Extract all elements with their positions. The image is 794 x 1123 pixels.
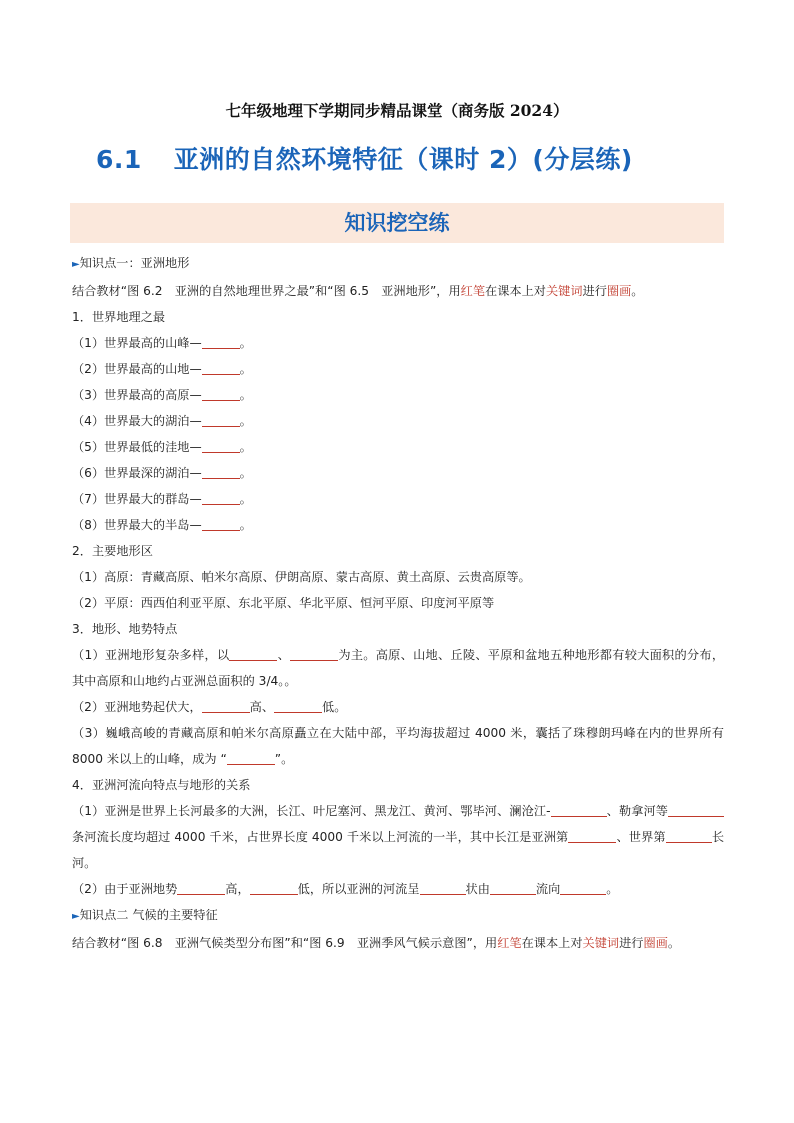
knowledge-point-1 xyxy=(72,250,724,278)
fill-blank[interactable] xyxy=(202,464,240,479)
knowledge-point-2 xyxy=(72,902,724,930)
fill-blank[interactable] xyxy=(668,802,724,817)
fill-blank[interactable] xyxy=(202,438,240,453)
paragraph-text: （2）由于亚洲地势 xyxy=(72,882,178,896)
keyword-highlight: 关键词 xyxy=(545,284,583,298)
knowledge-point-label: 知识点一：亚洲地形 xyxy=(79,256,190,270)
fill-blank[interactable] xyxy=(560,880,606,895)
triangle-marker-icon: ► xyxy=(72,911,80,922)
intro-text: 在课本上对 xyxy=(485,284,546,298)
paragraph xyxy=(72,720,724,772)
item-end: 。 xyxy=(239,362,252,376)
item-end: 。 xyxy=(239,388,252,402)
paragraph-text: 、勒拿河等 xyxy=(606,804,669,818)
fill-blank[interactable] xyxy=(202,360,240,375)
item-text: （5）世界最低的洼地— xyxy=(72,440,202,454)
paragraph-text: 、 xyxy=(277,648,291,662)
paragraph xyxy=(72,876,724,902)
triangle-marker-icon: ► xyxy=(72,259,80,270)
series-title: 七年级地理下学期同步精品课堂（商务版 2024） xyxy=(225,101,569,120)
list-item xyxy=(72,408,724,434)
lesson-title-text: 亚洲的自然环境特征（课时 2）(分层练) xyxy=(173,145,633,174)
knowledge-point-1-intro xyxy=(72,278,724,304)
item-end: 。 xyxy=(239,492,252,506)
intro-text: 结合教材“图 6.2 亚洲的自然地理世界之最”和“图 6.5 亚洲地形”，用 xyxy=(72,284,461,298)
paragraph-text: 高、 xyxy=(249,700,275,714)
section-heading: 4．亚洲河流向特点与地形的关系 xyxy=(72,778,251,792)
worksheet-content xyxy=(72,250,724,956)
knowledge-point-label: 知识点二 气候的主要特征 xyxy=(79,908,218,922)
paragraph-text: ”。 xyxy=(274,752,294,766)
paragraph: （2）平原：西西伯利亚平原、东北平原、华北平原、恒河平原、印度河平原等 xyxy=(72,596,495,610)
item-text: （3）世界最高的高原— xyxy=(72,388,202,402)
intro-text: 。 xyxy=(667,936,681,950)
item-end: 。 xyxy=(239,414,252,428)
intro-text: 进行 xyxy=(582,284,607,298)
paragraph-text: 低，所以亚洲的河流呈 xyxy=(297,882,420,896)
list-item xyxy=(72,330,724,356)
item-text: （6）世界最深的湖泊— xyxy=(72,466,202,480)
intro-text: 结合教材“图 6.8 亚洲气候类型分布图”和“图 6.9 亚洲季风气候示意图”，用 xyxy=(72,936,498,950)
fill-blank[interactable] xyxy=(202,490,240,505)
list-item xyxy=(72,356,724,382)
paragraph-text: （1）亚洲地形复杂多样，以 xyxy=(72,648,230,662)
paragraph-text: 为主。高原、山地、丘陵、平原和盆地五种地形都有较大面积的分布，其中高原和山地约占亚洲总面积的 3/4。。 xyxy=(72,648,725,688)
item-text: （8）世界最大的半岛— xyxy=(72,518,202,532)
intro-text: 进行 xyxy=(619,936,644,950)
paragraph-text: 低。 xyxy=(322,700,347,714)
paragraph: （1）高原：青藏高原、帕米尔高原、伊朗高原、蒙古高原、黄土高原、云贵高原等。 xyxy=(72,570,531,584)
section-heading: 1．世界地理之最 xyxy=(72,310,166,324)
item-text: （1）世界最高的山峰— xyxy=(72,336,202,350)
item-text: （7）世界最大的群岛— xyxy=(72,492,202,506)
paragraph-text: 长河。 xyxy=(72,830,725,870)
intro-text: 在课本上对 xyxy=(521,936,583,950)
fill-blank[interactable] xyxy=(568,828,616,843)
circle-keyword: 圈画 xyxy=(606,284,632,298)
section-heading: 3．地形、地势特点 xyxy=(72,622,178,636)
item-end: 。 xyxy=(239,336,252,350)
paragraph-text: （3）巍峨高峻的青藏高原和帕米尔高原矗立在大陆中部，平均海拔超过 4000 米，囊括了珠穆朗玛峰在内的世界所有 8000 米以上的山峰，成为 “ xyxy=(72,726,724,766)
paragraph xyxy=(72,694,724,720)
fill-blank[interactable] xyxy=(551,802,607,817)
item-end: 。 xyxy=(239,440,252,454)
red-pen-keyword: 红笔 xyxy=(497,936,522,950)
red-pen-keyword: 红笔 xyxy=(460,284,486,298)
paragraph xyxy=(72,642,724,694)
fill-blank[interactable] xyxy=(274,698,322,713)
item-text: （2）世界最高的山地— xyxy=(72,362,202,376)
section-banner: 知识挖空练 xyxy=(70,203,724,243)
item-end: 。 xyxy=(239,518,252,532)
list-item xyxy=(72,434,724,460)
item-text: （4）世界最大的湖泊— xyxy=(72,414,202,428)
paragraph-text: 、世界第 xyxy=(616,830,666,844)
lesson-number: 6.1 xyxy=(96,145,142,174)
fill-blank[interactable] xyxy=(250,880,298,895)
fill-blank[interactable] xyxy=(290,646,338,661)
list-item xyxy=(72,486,724,512)
fill-blank[interactable] xyxy=(202,334,240,349)
fill-blank[interactable] xyxy=(177,880,225,895)
circle-keyword: 圈画 xyxy=(643,936,668,950)
fill-blank[interactable] xyxy=(490,880,536,895)
list-item xyxy=(72,460,724,486)
paragraph-text: 状由 xyxy=(465,882,490,896)
paragraph-text: 。 xyxy=(606,882,619,896)
fill-blank[interactable] xyxy=(227,750,275,765)
fill-blank[interactable] xyxy=(202,698,250,713)
fill-blank[interactable] xyxy=(666,828,712,843)
lesson-title xyxy=(96,140,633,176)
list-item xyxy=(72,382,724,408)
paragraph-text: （2）亚洲地势起伏大， xyxy=(72,700,202,714)
intro-text: 。 xyxy=(631,284,644,298)
knowledge-point-2-intro xyxy=(72,930,724,956)
fill-blank[interactable] xyxy=(202,412,240,427)
paragraph-text: 流向 xyxy=(535,882,561,896)
paragraph-text: 条河流长度均超过 4000 千米，占世界长度 4000 千米以上河流的一半，其中长江是亚洲第 xyxy=(72,830,569,844)
fill-blank[interactable] xyxy=(420,880,466,895)
paragraph-text: 高， xyxy=(225,882,250,896)
paragraph xyxy=(72,798,724,876)
list-item xyxy=(72,512,724,538)
fill-blank[interactable] xyxy=(229,646,277,661)
item-end: 。 xyxy=(239,466,252,480)
paragraph-text: （1）亚洲是世界上长河最多的大洲，长江、叶尼塞河、黑龙江、黄河、鄂毕河、澜沧江- xyxy=(72,804,551,818)
section-heading: 2．主要地形区 xyxy=(72,544,153,558)
fill-blank[interactable] xyxy=(202,386,240,401)
fill-blank[interactable] xyxy=(202,516,240,531)
keyword-highlight: 关键词 xyxy=(582,936,620,950)
